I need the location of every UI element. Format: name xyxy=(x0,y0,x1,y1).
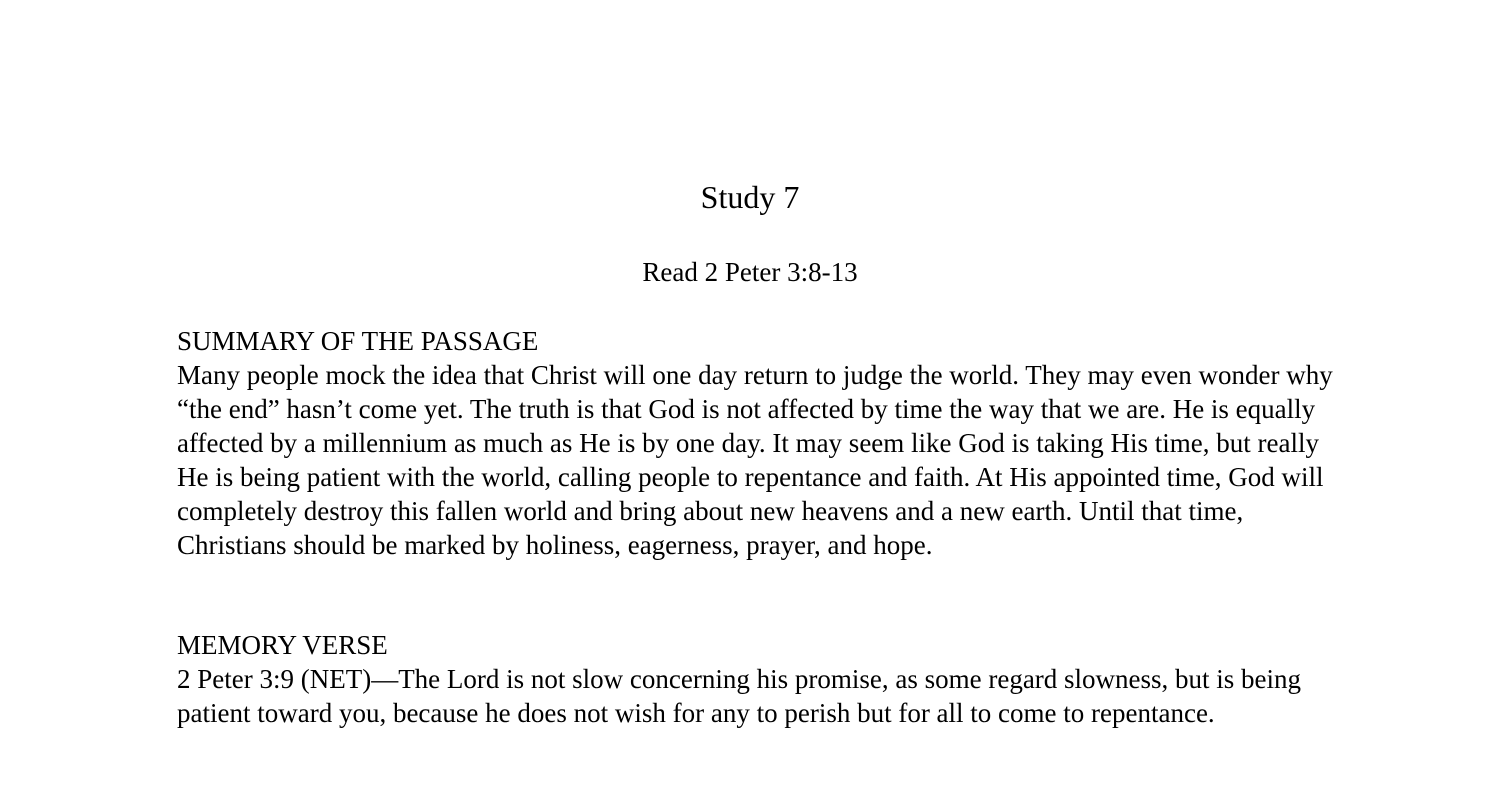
memory-verse-body: 2 Peter 3:9 (NET)—The Lord is not slow concerning his promise, as some regard slowness, but is being patient toward you, because he does not wish for any to perish but for all to come to repentance. xyxy=(177,664,1302,728)
summary-heading: SUMMARY OF THE PASSAGE xyxy=(177,326,539,356)
summary-section xyxy=(177,324,1337,562)
memory-verse-section xyxy=(177,628,1337,730)
memory-verse-heading: MEMORY VERSE xyxy=(177,630,388,660)
study-title: Study 7 xyxy=(700,179,800,215)
scripture-reading: Read 2 Peter 3:8-13 xyxy=(642,257,858,287)
summary-body: Many people mock the idea that Christ will one day return to judge the world. They may even wonder why “the end” hasn’t come yet. The truth is that God is not affected by time the way that we are. He is equally affected by a millennium as much as He is by one day. It may seem like God is taking His time, but really He is being patient with the world, calling people to repentance and faith. At His appointed time, God will completely destroy this fallen world and bring about new heavens and a new earth. Until that time, Christians should be marked by holiness, eagerness, prayer, and hope. xyxy=(177,360,1333,560)
